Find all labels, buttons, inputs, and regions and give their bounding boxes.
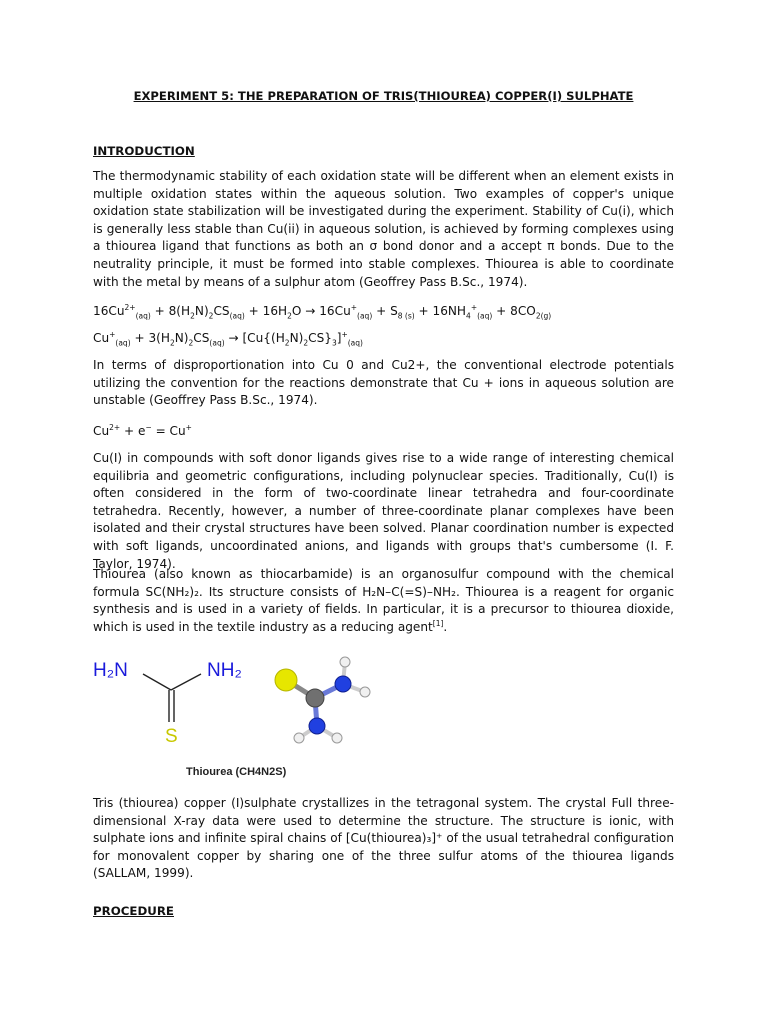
hydrogen-atom-3: [294, 733, 304, 743]
thiourea-figure: [93, 652, 393, 782]
nitrogen-atom-2: [309, 718, 325, 734]
hydrogen-atom-4: [332, 733, 342, 743]
ball-and-stick-model: [275, 657, 370, 743]
intro-paragraph-3: Cu(I) in compounds with soft donor ligands gives rise to a wide range of interesting chemical equilibria and geometric configurations, including polynuclear species. Traditionally, Cu(I) is often considered in the form of two-coordinate linear tetrahedra and four-coordinate tetrahedra. Recently, however, a number of three-coordinate planar complexes have been isolated and their crystal structures have been solved. Planar coordination number is expected with soft ligands, uncoordinated anions, and ligands with groups that's cumbersome (I. F. Taylor, 1974).: [93, 451, 674, 571]
hydrogen-atom-1: [340, 657, 350, 667]
page-title: EXPERIMENT 5: THE PREPARATION OF TRIS(THIOUREA) COPPER(I) SULPHATE: [133, 89, 634, 103]
h2n-label: H₂N: [93, 660, 128, 681]
intro-paragraph-4: [93, 566, 674, 636]
nitrogen-atom-1: [335, 676, 351, 692]
nh2-label: NH₂: [207, 660, 242, 681]
sulfur-label: S: [165, 726, 178, 747]
hydrogen-atom-2: [360, 687, 370, 697]
equation-1: $16Cu^{2+}_{(aq)} + 8(H_2N)_2CS_{(aq)} + 16H_2O \to 16Cu^+_{(aq)} + S_{8 (s)} + 16NH_4^+_{(aq)} + 8CO_{2(g)}$: [93, 302, 552, 321]
reference-marker: [1]: [432, 618, 444, 628]
introduction-heading: INTRODUCTION: [93, 144, 195, 158]
figure-caption: Thiourea (CH4N2S): [186, 766, 287, 778]
procedure-heading: PROCEDURE: [93, 904, 174, 918]
intro-paragraph-5: Tris (thiourea) copper (I)sulphate crystallizes in the tetragonal system. The crystal Full three-dimensional X-ray data were used to determine the structure. The structure is ionic, with sulphate ions and infinite spiral chains of [Cu(thiourea)₃]⁺ of the usual tetrahedral configuration for monovalent copper by sharing one of the three sulfur atoms of the thiourea ligands (SALLAM, 1999).: [93, 796, 674, 881]
paragraph-4-end: .: [443, 619, 448, 634]
sulfur-atom: [275, 669, 297, 691]
equation-3: $Cu^{2+} + e^- = Cu^+$: [93, 422, 192, 438]
paragraph-4-text: Thiourea (also known as thiocarbamide) is an organosulfur compound with the chemical formula SC(NH₂)₂. Its structure consists of H₂N–C(=S)–NH₂. Thiourea is a reagent for organic synthesis and is used in a variety of fields. In particular, it is a precursor to thiourea dioxide, which is used in the textile industry as a reducing agent: [93, 567, 674, 634]
bond-left: [143, 674, 171, 690]
bond-right: [171, 674, 201, 690]
thiourea-structure-diagram: [93, 652, 393, 782]
equation-2: $Cu^+_{(aq)} + 3(H_2N)_2CS_{(aq)} \to [Cu\{(H_2N)_2CS\}_3]^+_{(aq)}$: [93, 329, 363, 348]
intro-paragraph-1: The thermodynamic stability of each oxidation state will be different when an element exists in multiple oxidation states within the aqueous solution. Two examples of copper's unique oxidation state stabilization will be investigated during the experiment. Stability of Cu(i), which is generally less stable than Cu(ii) in aqueous solution, is achieved by forming complexes using a thiourea ligand that functions as both an σ bond donor and a accept π bonds. Due to the neutrality principle, it must be formed into stable complexes. Thiourea is able to coordinate with the metal by means of a sulphur atom (Geoffrey Pass B.Sc., 1974).: [93, 169, 674, 289]
intro-paragraph-2: In terms of disproportionation into Cu 0 and Cu2+, the conventional electrode potentials utilizing the convention for the reactions demonstrate that Cu + ions in aqueous solution are unstable (Geoffrey Pass B.Sc., 1974).: [93, 358, 674, 408]
carbon-atom: [306, 689, 324, 707]
